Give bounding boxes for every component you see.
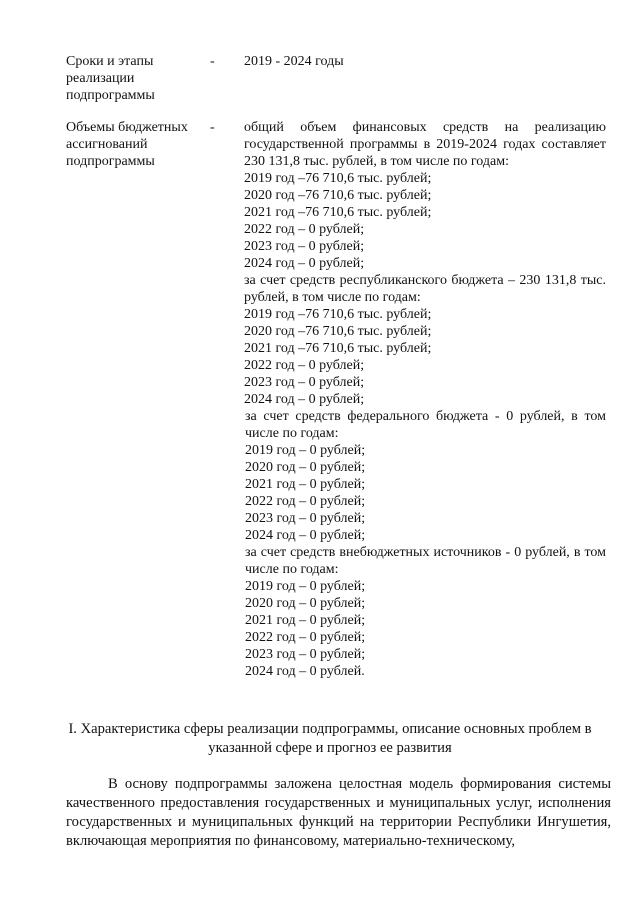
budget-year-line: 2022 год – 0 рублей; [245,630,366,645]
budget-year-line: 2021 год –76 710,6 тыс. рублей; [244,205,432,220]
section-heading: I. Характеристика сферы реализации подпрограммы, описание основных проблем в указанной сфере и прогноз ее развития [68,721,592,756]
republic-budget-years [244,306,606,408]
body-paragraph: В основу подпрограммы заложена целостная модель формирования системы качественного предоставления государственных и муниципальных услуг, исполнения государственных и муниципальных функций на территории Республики Ингушетия, включающая мероприятия по финансовому, материально-техническому, [66,776,611,849]
budget-year-line: 2020 год –76 710,6 тыс. рублей; [244,324,432,339]
budget-year-line: 2019 год –76 710,6 тыс. рублей; [244,307,432,322]
federal-budget-intro: за счет средств федерального бюджета - 0 рублей, в том числе по годам: [245,409,606,441]
extrabudget-years [244,578,606,680]
budget-year-line: 2020 год – 0 рублей; [245,460,366,475]
budget-year-line: 2022 год – 0 рублей; [244,222,365,237]
budget-year-line: 2024 год – 0 рублей; [244,256,365,271]
budget-year-line: 2024 год – 0 рублей; [245,528,366,543]
budget-year-line: 2023 год – 0 рублей; [244,375,365,390]
budget-year-line: 2021 год – 0 рублей; [245,477,366,492]
row-value-budget [244,119,606,680]
budget-year-line: 2019 год – 0 рублей; [245,443,366,458]
extrabudget-intro: за счет средств внебюджетных источников - 0 рублей, в том числе по годам: [245,545,606,577]
row-dash: - [210,54,215,69]
budget-year-line: 2022 год – 0 рублей; [245,494,366,509]
budget-year-line: 2021 год –76 710,6 тыс. рублей; [244,341,432,356]
budget-total-years [244,170,606,272]
row-dash: - [210,120,215,135]
budget-total-intro: общий объем финансовых средств на реализацию государственной программы в 2019-2024 годах составляет 230 131,8 тыс. рублей, в том числе по годам: [244,120,606,169]
row-label-budget: Объемы бюджетных ассигнований подпрограммы [66,120,188,169]
row-label-terms: Сроки и этапы реализации подпрограммы [66,54,155,103]
row-value-terms: 2019 - 2024 годы [244,54,344,69]
budget-year-line: 2024 год – 0 рублей. [245,664,365,679]
budget-year-line: 2019 год – 0 рублей; [245,579,366,594]
budget-year-line: 2020 год – 0 рублей; [245,596,366,611]
budget-year-line: 2023 год – 0 рублей; [245,511,366,526]
budget-year-line: 2020 год –76 710,6 тыс. рублей; [244,188,432,203]
budget-year-line: 2021 год – 0 рублей; [245,613,366,628]
federal-budget-years [244,442,606,544]
budget-year-line: 2023 год – 0 рублей; [245,647,366,662]
budget-year-line: 2023 год – 0 рублей; [244,239,365,254]
budget-year-line: 2019 год –76 710,6 тыс. рублей; [244,171,432,186]
budget-year-line: 2022 год – 0 рублей; [244,358,365,373]
republic-budget-intro: за счет средств республиканского бюджета – 230 131,8 тыс. рублей, в том числе по годам: [244,273,606,305]
budget-year-line: 2024 год – 0 рублей; [244,392,365,407]
